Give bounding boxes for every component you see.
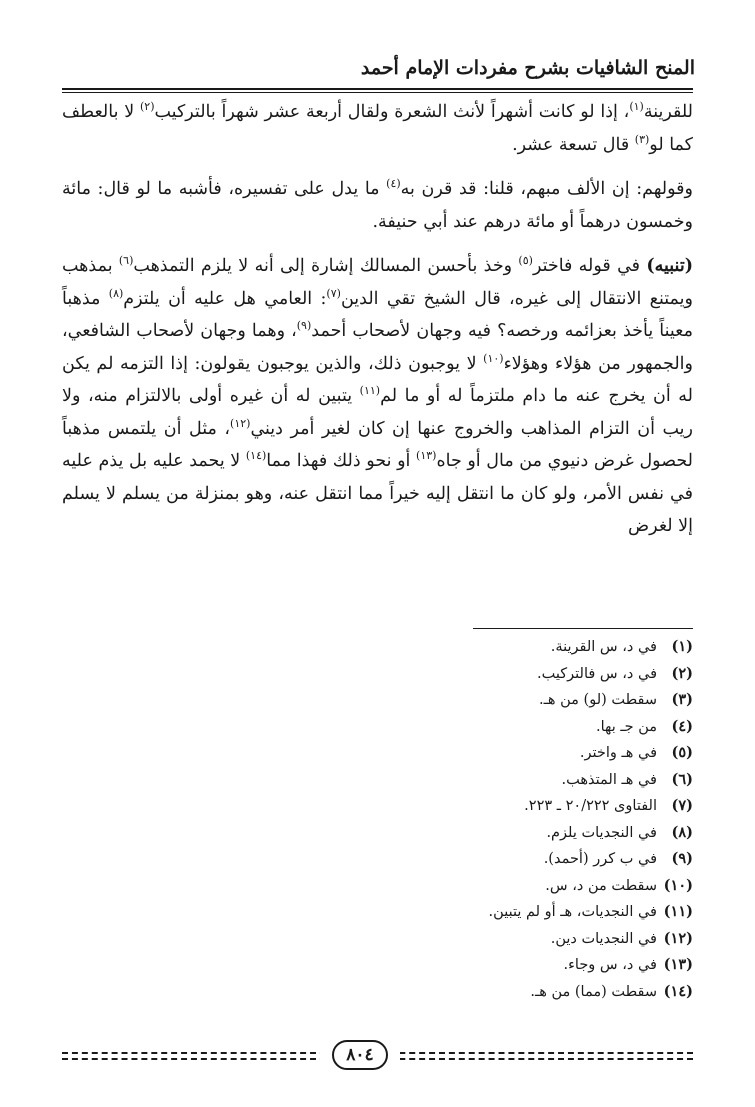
footnote-ref-4[interactable]: (٤) — [386, 177, 401, 191]
footnote-text: في د، س فالتركيب. — [537, 665, 657, 682]
footnote-text: في النجديات دين. — [550, 930, 657, 947]
footnote-text: في النجديات، هـ أو لم يتبين. — [488, 904, 657, 920]
footnote-number: (١٣) — [663, 956, 693, 973]
footnote-ref-11[interactable]: (١١) — [359, 384, 381, 398]
footnote-separator — [473, 628, 693, 629]
text-run: ، إذا لو كانت أشهراً لأنث الشعرة ولقال أربعة عشر شهراً بالتركيب — [154, 102, 630, 122]
footnote-text: في ب كرر (أحمد). — [543, 851, 657, 867]
text-run: لا بالعطف كما لو — [62, 102, 693, 155]
footnote-item — [62, 714, 693, 741]
footnote-number: (٤) — [671, 717, 693, 735]
text-run: ، مثل أن يلتمس مذهباً لحصول غرض دنيوي من مال أو جاه — [62, 418, 693, 471]
header-rule-thin — [62, 92, 693, 93]
footnote-ref-2[interactable]: (٢) — [139, 100, 155, 114]
footnote-number: (٦) — [671, 770, 693, 788]
footnote-ref-7[interactable]: (٧) — [326, 286, 341, 300]
text-run: بمذهب ويمتنع الانتقال إلى غيره، قال الشيخ تقي الدين — [62, 256, 693, 309]
footnote-item — [62, 661, 693, 688]
footnote-number: (١) — [671, 638, 693, 655]
footnote-text: في د، س القرينة. — [550, 639, 657, 655]
main-text — [62, 96, 693, 555]
footnote-ref-5[interactable]: (٥) — [518, 254, 533, 268]
footnote-ref-8[interactable]: (٨) — [108, 286, 124, 300]
footnote-number: (٩) — [671, 850, 693, 867]
footnote-item — [62, 979, 693, 1006]
footnote-ref-6[interactable]: (٦) — [118, 254, 134, 268]
footnote-item — [62, 634, 693, 661]
footnote-item — [62, 846, 693, 873]
text-run: ، وهما وجهان لأصحاب الشافعي، والجمهور من هؤلاء وهؤلاء — [62, 321, 693, 374]
paragraph-3 — [62, 250, 693, 543]
footnote-item — [62, 820, 693, 847]
footnote-number: (١٢) — [663, 929, 693, 947]
footnote-number: (١١) — [663, 903, 693, 920]
footnote-ref-12[interactable]: (١٢) — [230, 416, 251, 430]
text-run: في قوله فاختر — [532, 256, 647, 276]
footnote-ref-9[interactable]: (٩) — [296, 319, 312, 333]
footnote-number: (١٠) — [663, 876, 693, 894]
footnote-ref-14[interactable]: (١٤) — [245, 449, 267, 463]
footnote-text: في هـ واختر. — [579, 745, 657, 761]
text-run: لا يحمد عليه بل يذم عليه في نفس الأمر، ولو كان ما انتقل إليه خيراً مما انتقل عنه، وهو بمنزلة من يسلم لا يسلم إلا لغرض — [62, 451, 693, 536]
text-run: وخذ بأحسن المسالك إشارة إلى أنه لا يلزم التمذهب — [133, 256, 519, 276]
footnote-text: في هـ المتذهب. — [561, 771, 657, 788]
footnote-item — [62, 952, 693, 979]
footnote-number: (١٤) — [663, 982, 693, 1000]
footnote-text: سقطت من د، س. — [545, 877, 657, 894]
footnote-text: في النجديات يلزم. — [546, 824, 657, 841]
text-run: للقرينة — [643, 102, 693, 122]
running-head: المنح الشافيات بشرح مفردات الإمام أحمد — [360, 57, 695, 79]
footnote-number: (٧) — [671, 797, 693, 814]
footnote-text: من جـ بها. — [596, 718, 657, 735]
footnote-item — [62, 767, 693, 794]
footnote-text: سقطت (مما) من هـ. — [530, 983, 657, 1000]
tanbih-lead: (تنبيه) — [646, 256, 693, 276]
paragraph-2 — [62, 173, 693, 238]
text-run: أو نحو ذلك فهذا مما — [266, 451, 417, 471]
footnote-number: (٣) — [671, 691, 693, 708]
text-run: : العامي هل عليه أن يلتزم — [123, 288, 327, 309]
footnote-ref-1[interactable]: (١) — [629, 100, 644, 114]
paragraph-1 — [62, 96, 693, 161]
footnotes-list — [62, 634, 693, 1005]
text-run: قال تسعة عشر. — [512, 134, 635, 155]
footnote-number: (٥) — [671, 744, 693, 761]
text-run: مذهباً معيناً يأخذ بعزائمه ورخصه؟ فيه وجهان لأصحاب أحمد — [62, 288, 693, 341]
footnote-text: سقطت (لو) من هـ. — [539, 692, 657, 708]
text-run: يتبين له أن غيره أولى بالالتزام منه، ولا ريب أن التزام المذاهب والخروج عنها إن كان لغير أمر ديني — [62, 386, 693, 439]
footnote-item — [62, 873, 693, 900]
header-rule — [62, 88, 693, 90]
footnote-number: (٢) — [671, 664, 693, 682]
footnote-text: الفتاوى ٢٠/٢٢٢ ـ ٢٢٣. — [524, 798, 657, 814]
footnote-text: في د، س وجاء. — [563, 957, 657, 973]
footnote-number: (٨) — [671, 823, 693, 841]
text-run: لا يوجبون ذلك، والذين يوجبون يقولون: إذا التزمه لم يكن له أن يخرج عنه ما دام ملتزماً له أو ما لم — [62, 353, 693, 406]
footnote-item — [62, 793, 693, 820]
page-number-ornament — [320, 1038, 400, 1072]
text-run: ما يدل على تفسيره، فأشبه ما لو قال: مائة وخمسون درهماً أو مائة درهم عند أبي حنيفة. — [62, 179, 693, 232]
footnote-item — [62, 926, 693, 953]
footnote-item — [62, 687, 693, 714]
footnote-item — [62, 740, 693, 767]
footnote-item — [62, 899, 693, 926]
footnote-ref-10[interactable]: (١٠) — [483, 351, 504, 365]
text-run: وقولهم: إن الألف مبهم، قلنا: قد قرن به — [400, 179, 693, 199]
footnote-ref-3[interactable]: (٣) — [634, 132, 650, 146]
page-number: ٨٠٤ — [332, 1040, 387, 1070]
footnote-ref-13[interactable]: (١٣) — [416, 449, 437, 463]
